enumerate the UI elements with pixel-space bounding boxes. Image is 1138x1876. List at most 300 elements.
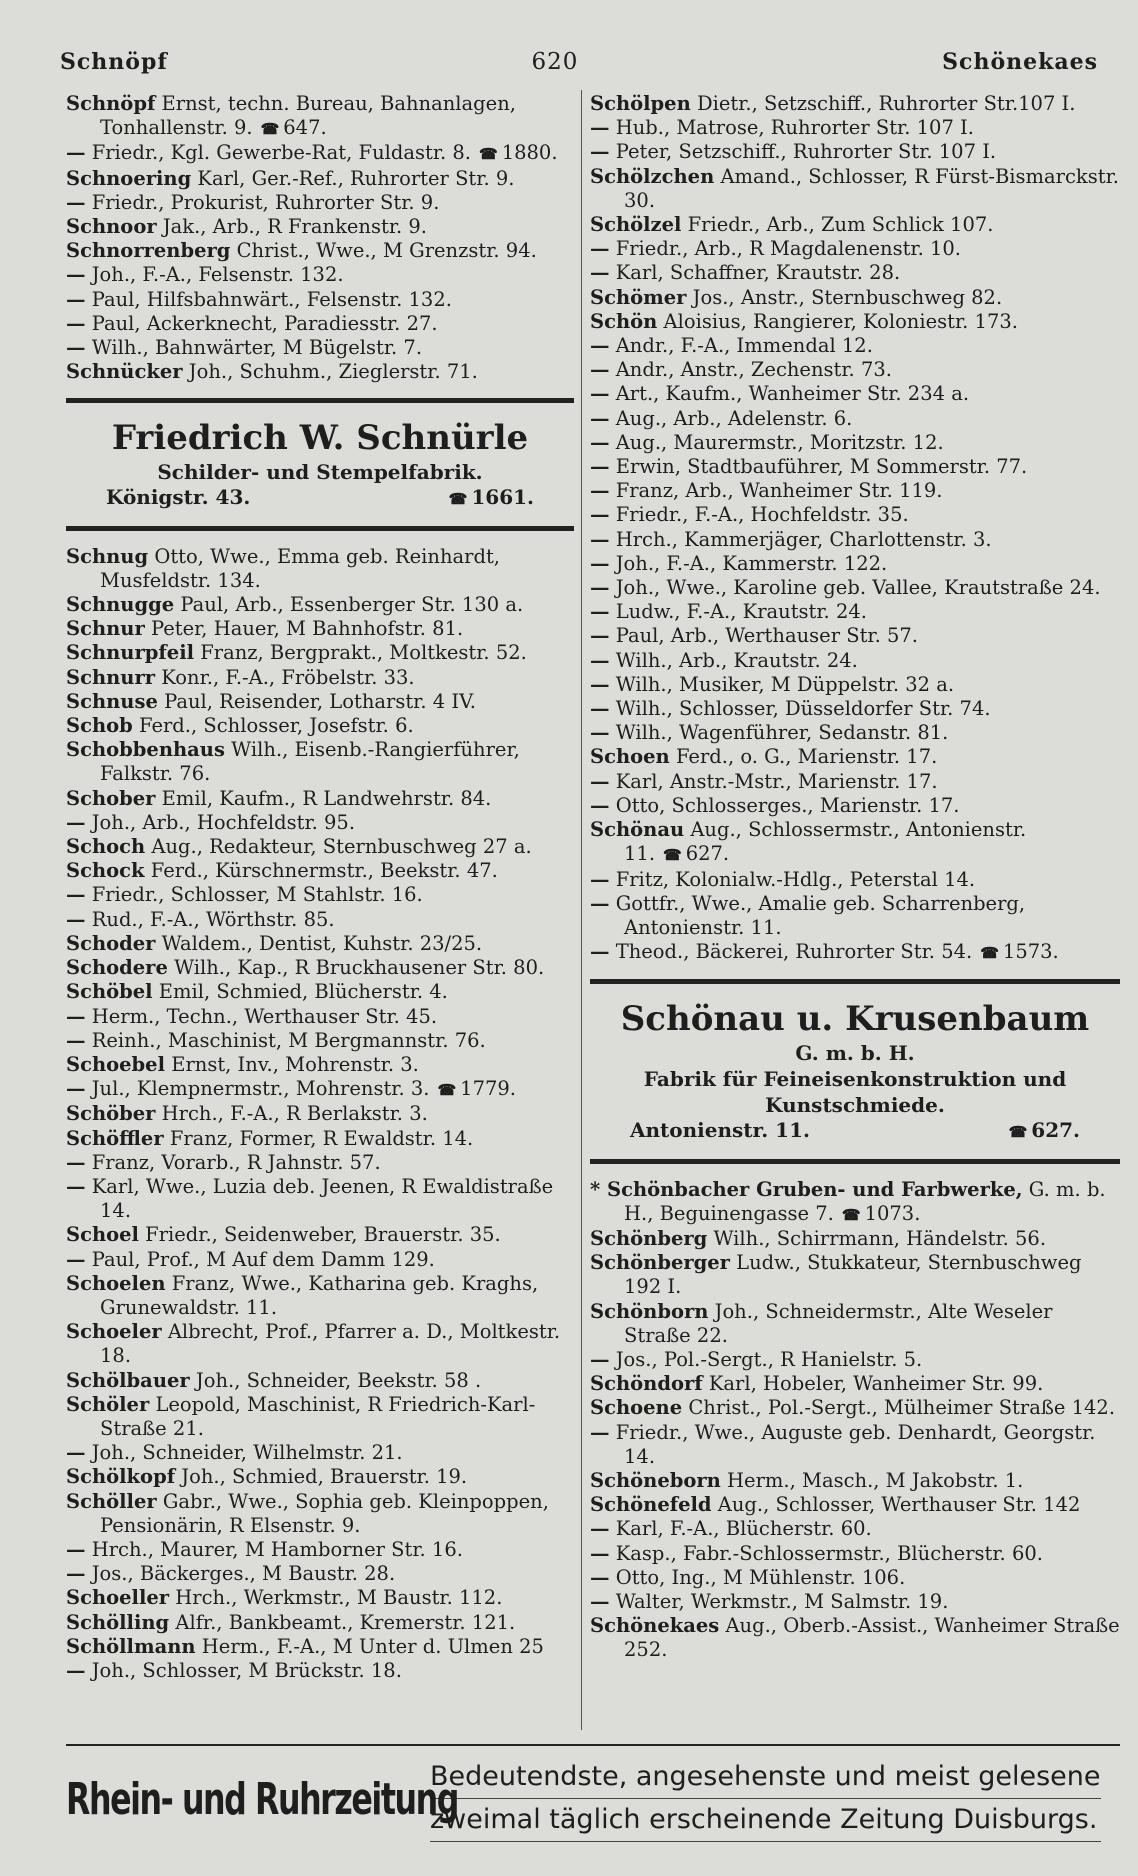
entry-details: Christ., Pol.-Sergt., Mülheimer Straße 142. — [688, 1396, 1116, 1420]
entry-name: — — [590, 940, 610, 964]
directory-entry — [590, 1251, 1120, 1299]
entry-name: Schoebel — [66, 1052, 165, 1076]
entry-details: Herm., F.-A., M Unter d. Ulmen 25 — [201, 1634, 544, 1658]
entry-details: Franz, Vorarb., R Jahnstr. 57. — [91, 1150, 381, 1174]
entry-details: Jos., Bäckerges., M Baustr. 28. — [91, 1562, 396, 1586]
ad-line: G. m. b. H. — [795, 1041, 915, 1066]
entry-phone: 1880. — [501, 141, 558, 165]
entry-details: Aug., Maurermstr., Moritzstr. 12. — [615, 430, 944, 454]
telephone-icon: ☎ — [980, 944, 997, 963]
directory-entry — [66, 1175, 574, 1223]
entry-details: Paul, Arb., Essenberger Str. 130 a. — [180, 593, 524, 617]
directory-entry — [590, 1348, 1120, 1372]
directory-entry — [66, 360, 574, 384]
entry-details: Karl, Anstr.-Mstr., Marienstr. 17. — [615, 769, 938, 793]
entry-name: — — [590, 672, 610, 696]
entry-details: Wilh., Schirrmann, Händelstr. 56. — [713, 1226, 1047, 1250]
entry-name: Schnücker — [66, 360, 183, 384]
footer-text — [430, 1756, 1101, 1842]
directory-entry — [590, 745, 1120, 769]
entry-name: Schömer — [590, 285, 687, 309]
page-header — [60, 42, 1098, 82]
directory-entry — [66, 1659, 574, 1683]
directory-entry — [590, 576, 1120, 600]
entry-name: Schodere — [66, 956, 168, 980]
entry-details: Joh., Schneider, Beekstr. 58 . — [195, 1368, 482, 1392]
directory-entry — [66, 714, 574, 738]
directory-entry — [590, 1300, 1120, 1348]
entry-name: Schnug — [66, 544, 149, 568]
entry-name: — — [590, 261, 610, 285]
ad-phone — [441, 485, 534, 511]
entry-name: — — [590, 455, 610, 479]
entry-details: Paul, Ackerknecht, Paradiesstr. 27. — [91, 311, 438, 335]
directory-entry — [590, 455, 1120, 479]
entry-details: Hrch., Kammerjäger, Charlottenstr. 3. — [615, 527, 992, 551]
entry-name: — — [66, 1150, 86, 1174]
ad-line: Schilder- und Stempelfabrik. — [157, 460, 483, 485]
ad-contact-row — [590, 1118, 1120, 1144]
footer-brand: Rhein- und Ruhrzeitung — [66, 1773, 458, 1825]
entry-details: Gabr., Wwe., Sophia geb. Kleinpoppen, Pensionärin, R Elsenstr. 9. — [100, 1489, 549, 1537]
entry-name: — — [66, 1028, 86, 1052]
entry-details: Friedr., F.-A., Hochfeldstr. 35. — [615, 503, 909, 527]
entry-details: Aug., Arb., Adelenstr. 6. — [615, 406, 853, 430]
entry-details: Jul., Klempnermstr., Mohrenstr. 3. — [91, 1077, 430, 1101]
directory-entry — [66, 1248, 574, 1272]
entry-details: Ferd., o. G., Marienstr. 17. — [675, 745, 938, 769]
directory-entry — [66, 191, 574, 215]
directory-entry — [590, 503, 1120, 527]
directory-entry — [66, 1272, 574, 1320]
entry-name: — — [66, 907, 86, 931]
directory-entry — [66, 593, 574, 617]
footer-advertisement — [66, 1744, 1120, 1852]
entry-name: Schock — [66, 859, 145, 883]
entry-name: Schönberg — [590, 1226, 708, 1250]
directory-entry — [66, 883, 574, 907]
directory-entry — [590, 1469, 1120, 1493]
entry-details: Paul, Hilfsbahnwärt., Felsenstr. 132. — [91, 287, 452, 311]
entry-name: Schönberger — [590, 1251, 730, 1275]
directory-entry — [590, 140, 1120, 164]
entry-name: — — [66, 1174, 86, 1198]
entry-details: Aug., Redakteur, Sternbuschweg 27 a. — [151, 835, 532, 859]
entry-name: Schoch — [66, 835, 146, 859]
left-column — [66, 92, 574, 1683]
directory-entry — [66, 1029, 574, 1053]
entry-details: Gottfr., Wwe., Amalie geb. Scharrenberg, Antonienstr. 11. — [615, 891, 1026, 939]
directory-entry — [590, 310, 1120, 334]
entry-name: Schnurpfeil — [66, 641, 195, 665]
entry-name: — — [590, 551, 610, 575]
directory-entry — [66, 641, 574, 665]
directory-entry — [66, 1151, 574, 1175]
directory-entry — [590, 818, 1120, 867]
directory-entry — [590, 431, 1120, 455]
directory-entry — [590, 868, 1120, 892]
entry-details: Jak., Arb., R Frankenstr. 9. — [162, 215, 428, 239]
directory-entry — [590, 940, 1120, 965]
entry-name: — — [590, 600, 610, 624]
directory-entry — [590, 1372, 1120, 1396]
directory-entry — [590, 1178, 1120, 1227]
directory-entry — [590, 892, 1120, 940]
telephone-icon: ☎ — [663, 846, 680, 865]
entry-name: — — [590, 406, 610, 430]
entry-details: Aug., Schlosser, Werthauser Str. 142 — [717, 1493, 1081, 1517]
entry-details: Franz, Bergprakt., Moltkestr. 52. — [200, 641, 527, 665]
directory-entry — [590, 1227, 1120, 1251]
right-column — [590, 92, 1120, 1663]
entry-details: Erwin, Stadtbauführer, M Sommerstr. 77. — [615, 455, 1028, 479]
entry-name: — — [66, 1658, 86, 1682]
entry-details: Joh., F.-A., Felsenstr. 132. — [91, 263, 344, 287]
entry-details: Franz, Wwe., Katharina geb. Kraghs, Grunewaldstr. 11. — [100, 1271, 539, 1319]
column-divider — [581, 90, 582, 1730]
entry-phone: 627. — [685, 842, 730, 866]
telephone-icon: ☎ — [437, 1081, 455, 1100]
entry-name: — — [66, 141, 86, 165]
entry-name: Schöndorf — [590, 1372, 703, 1396]
entry-name: — — [590, 237, 610, 261]
ad-phone-number: 627. — [1031, 1118, 1080, 1143]
directory-entry — [66, 1127, 574, 1151]
entry-phone: 647. — [283, 116, 327, 140]
entry-details: Friedr., Arb., Zum Schlick 107. — [687, 213, 994, 237]
telephone-icon: ☎ — [448, 490, 466, 509]
entry-name: Schnoering — [66, 166, 192, 190]
entry-name: — — [590, 116, 610, 140]
directory-entry — [66, 1223, 574, 1247]
entry-details: Joh., Schlosser, M Brückstr. 18. — [91, 1658, 402, 1682]
entry-details: Paul, Reisender, Lotharstr. 4 IV. — [164, 689, 476, 713]
directory-entry — [590, 1590, 1120, 1614]
entry-name: Schölling — [66, 1610, 170, 1634]
entry-name: — — [590, 769, 610, 793]
entry-name: Schönefeld — [590, 1493, 712, 1517]
entry-details: Wilh., Arb., Krautstr. 24. — [615, 648, 858, 672]
entry-name: Schön — [590, 309, 658, 333]
entry-name: Schönekaes — [590, 1614, 720, 1638]
entry-details: Waldem., Dentist, Kuhstr. 23/25. — [161, 931, 483, 955]
entry-details: Andr., F.-A., Immendal 12. — [615, 334, 873, 358]
directory-entry — [590, 286, 1120, 310]
directory-entry — [590, 116, 1120, 140]
directory-entry — [66, 239, 574, 263]
entry-name: Schnurr — [66, 665, 156, 689]
directory-entry — [66, 288, 574, 312]
directory-entry — [66, 1465, 574, 1489]
entry-details: G. m. b. H., Beguinengasse 7. — [624, 1177, 1106, 1225]
entry-details: Otto, Wwe., Emma geb. Reinhardt, Musfeldstr. 134. — [100, 544, 500, 592]
directory-entry — [590, 92, 1120, 116]
entry-details: Joh., Schmied, Brauerstr. 19. — [181, 1465, 468, 1489]
directory-entry — [590, 358, 1120, 382]
entry-name: Schnur — [66, 617, 145, 641]
ad-address: Königstr. 43. — [106, 485, 251, 510]
directory-entry — [66, 1441, 574, 1465]
directory-entry — [66, 1102, 574, 1126]
entry-name: — — [66, 883, 86, 907]
directory-entry — [590, 624, 1120, 648]
directory-entry — [66, 956, 574, 980]
entry-name: — — [590, 1347, 610, 1371]
entry-name: Schoeler — [66, 1320, 162, 1344]
telephone-icon: ☎ — [479, 145, 496, 164]
directory-entry — [66, 263, 574, 287]
directory-entry — [66, 859, 574, 883]
advertisement-box — [590, 979, 1120, 1163]
entry-name: Schoder — [66, 931, 156, 955]
entry-details: Karl, F.-A., Blücherstr. 60. — [615, 1517, 872, 1541]
entry-details: Wilh., Bahnwärter, M Bügelstr. 7. — [91, 336, 423, 360]
directory-entry — [590, 1421, 1120, 1469]
telephone-icon: ☎ — [260, 120, 278, 139]
entry-name: — — [66, 263, 86, 287]
directory-entry — [66, 1369, 574, 1393]
directory-entry — [66, 215, 574, 239]
entry-details: Ludw., F.-A., Krautstr. 24. — [615, 600, 867, 624]
entry-details: Amand., Schlosser, R Fürst-Bismarckstr. 30. — [624, 164, 1119, 212]
entry-details: Friedr., Arb., R Magdalenenstr. 10. — [615, 237, 961, 261]
entry-details: Karl, Wwe., Luzia deb. Jeenen, R Ewaldistraße 14. — [91, 1174, 554, 1223]
entry-name: Schoelen — [66, 1271, 166, 1295]
directory-entry — [590, 213, 1120, 237]
entry-details: Konr., F.-A., Fröbelstr. 33. — [161, 665, 415, 689]
directory-entry — [590, 237, 1120, 261]
entry-details: Franz, Arb., Wanheimer Str. 119. — [615, 479, 943, 503]
entry-details: Walter, Werkmstr., M Salmstr. 19. — [615, 1589, 949, 1613]
entry-name: — — [590, 140, 610, 164]
directory-entry — [66, 1538, 574, 1562]
entry-name: — — [66, 336, 86, 360]
directory-entry — [66, 1635, 574, 1659]
entry-name: — — [590, 1541, 610, 1565]
entry-details: Otto, Ing., M Mühlenstr. 106. — [615, 1565, 906, 1589]
directory-entry — [590, 528, 1120, 552]
entry-details: Ferd., Schlosser, Josefstr. 6. — [138, 714, 414, 738]
directory-entry — [66, 932, 574, 956]
footer-line-2: zweimal täglich erscheinende Zeitung Duisburgs. — [430, 1799, 1101, 1842]
entry-name: — — [590, 1565, 610, 1589]
directory-entry — [590, 673, 1120, 697]
entry-details: Hrch., Werkmstr., M Baustr. 112. — [175, 1586, 503, 1610]
directory-entry — [590, 407, 1120, 431]
directory-entry — [590, 261, 1120, 285]
entry-details: Peter, Hauer, M Bahnhofstr. 81. — [150, 617, 464, 641]
directory-entry — [590, 600, 1120, 624]
directory-entry — [66, 312, 574, 336]
entry-name: Schoen — [590, 745, 670, 769]
footer-line-1: Bedeutendste, angesehenste und meist gelesene — [430, 1756, 1101, 1799]
entry-name: — — [66, 311, 86, 335]
entry-details: Kasp., Fabr.-Schlossermstr., Blücherstr. 60. — [615, 1541, 1043, 1565]
ad-address: Antonienstr. 11. — [630, 1118, 810, 1143]
entry-name: Schönborn — [590, 1299, 709, 1323]
header-left-keyword: Schnöpf — [60, 49, 168, 75]
entry-details: Wilh., Schlosser, Düsseldorfer Str. 74. — [615, 697, 991, 721]
directory-entry — [66, 666, 574, 690]
entry-details: Joh., Schneidermstr., Alte Weseler Straße 22. — [624, 1299, 1053, 1347]
entry-name: — — [590, 721, 610, 745]
directory-entry — [590, 1614, 1120, 1662]
entry-details: Rud., F.-A., Wörthstr. 85. — [91, 907, 335, 931]
entry-details: Reinh., Maschinist, M Bergmannstr. 76. — [91, 1028, 486, 1052]
entry-details: Alfr., Bankbeamt., Kremerstr. 121. — [175, 1610, 516, 1634]
entry-details: Joh., F.-A., Kammerstr. 122. — [615, 551, 888, 575]
entry-phone: 1073. — [864, 1201, 921, 1225]
entry-name: Schobbenhaus — [66, 738, 225, 762]
entry-name: — — [590, 891, 610, 915]
entry-name: Schob — [66, 714, 133, 738]
entry-details: Friedr., Schlosser, M Stahlstr. 16. — [91, 883, 423, 907]
entry-name: Schnorrenberg — [66, 239, 231, 263]
entry-details: Otto, Schlosserges., Marienstr. 17. — [615, 793, 960, 817]
entry-details: Ferd., Kürschnermstr., Beekstr. 47. — [150, 859, 498, 883]
directory-entry — [66, 92, 574, 141]
entry-name: — — [590, 503, 610, 527]
directory-entry — [590, 770, 1120, 794]
directory-entry — [66, 1562, 574, 1586]
directory-entry — [66, 1611, 574, 1635]
entry-name: — — [590, 1589, 610, 1613]
directory-entry — [590, 697, 1120, 721]
entry-name: Schöber — [66, 1102, 156, 1126]
entry-name: — — [590, 576, 610, 600]
directory-entry — [66, 336, 574, 360]
advertisement-box — [66, 398, 574, 530]
entry-details: Hrch., F.-A., R Berlakstr. 3. — [161, 1102, 428, 1126]
entry-details: Fritz, Kolonialw.-Hdlg., Peterstal 14. — [615, 867, 976, 891]
entry-details: Ludw., Stukkateur, Sternbuschweg 192 I. — [624, 1251, 1082, 1299]
entry-name: — — [590, 624, 610, 648]
entry-name: — — [590, 1420, 610, 1444]
ad-title: Schönau u. Krusenbaum — [620, 999, 1090, 1040]
directory-entry — [66, 787, 574, 811]
entry-name: — — [590, 334, 610, 358]
directory-entry — [66, 1320, 574, 1368]
entry-name: — — [66, 287, 86, 311]
entry-details: Friedr., Kgl. Gewerbe-Rat, Fuldastr. 8. — [91, 141, 472, 165]
entry-name: Schnöpf — [66, 92, 156, 115]
entry-name: — — [590, 527, 610, 551]
entry-name: Schönau — [590, 818, 685, 842]
entry-name: Schöler — [66, 1392, 150, 1416]
entry-details: Herm., Masch., M Jakobstr. 1. — [727, 1468, 1024, 1492]
entry-details: Emil, Kaufm., R Landwehrstr. 84. — [161, 786, 492, 810]
entry-name: Schnugge — [66, 593, 175, 617]
entry-name: — — [66, 1004, 86, 1028]
entry-name: Schober — [66, 786, 156, 810]
directory-entry — [590, 1517, 1120, 1541]
entry-details: Wilh., Eisenb.-Rangierführer, Falkstr. 76. — [100, 738, 520, 786]
entry-name: — — [66, 1247, 86, 1271]
entry-details: Paul, Prof., M Auf dem Damm 129. — [91, 1247, 435, 1271]
page-number: 620 — [531, 49, 579, 75]
entry-name: Schölbauer — [66, 1368, 190, 1392]
directory-entry — [590, 721, 1120, 745]
entry-name: Schoel — [66, 1223, 139, 1247]
header-right-keyword: Schönekaes — [942, 49, 1098, 75]
entry-name: — — [66, 810, 86, 834]
directory-entry — [66, 167, 574, 191]
entry-name: — — [590, 867, 610, 891]
directory-entry — [590, 1566, 1120, 1590]
directory-entry — [66, 835, 574, 859]
entry-details: Hrch., Maurer, M Hamborner Str. 16. — [91, 1537, 463, 1561]
directory-entry — [66, 908, 574, 932]
entry-details: Ernst, techn. Bureau, Bahnanlagen, Tonhallenstr. 9. — [100, 92, 516, 140]
entry-details: Hub., Matrose, Ruhrorter Str. 107 I. — [615, 116, 974, 140]
entry-details: Joh., Schuhm., Zieglerstr. 71. — [188, 360, 478, 384]
ad-phone-number: 1661. — [471, 485, 534, 510]
entry-details: Herm., Techn., Werthauser Str. 45. — [91, 1004, 438, 1028]
entry-details: Ernst, Inv., Mohrenstr. 3. — [171, 1052, 419, 1076]
entry-details: Wilh., Wagenführer, Sedanstr. 81. — [615, 721, 949, 745]
entry-details: Joh., Wwe., Karoline geb. Vallee, Krautstraße 24. — [615, 576, 1101, 600]
entry-name: * Schönbacher Gruben- und Farbwerke, — [590, 1177, 1023, 1201]
entry-details: Leopold, Maschinist, R Friedrich-Karl-Straße 21. — [100, 1392, 536, 1440]
entry-details: Aug., Schlossermstr., Antonienstr. 11. — [624, 818, 1027, 866]
entry-details: Peter, Setzschiff., Ruhrorter Str. 107 I. — [615, 140, 997, 164]
entry-phone: 1779. — [460, 1077, 516, 1101]
entry-details: Wilh., Kap., R Bruckhausener Str. 80. — [174, 956, 545, 980]
directory-entry — [66, 1393, 574, 1441]
entry-details: Theod., Bäckerei, Ruhrorter Str. 54. — [615, 940, 973, 964]
entry-details: Jos., Anstr., Sternbuschweg 82. — [692, 285, 1003, 309]
directory-entry — [66, 1490, 574, 1538]
ad-title: Friedrich W. Schnürle — [111, 418, 529, 459]
ad-phone — [1001, 1118, 1080, 1144]
entry-details: Art., Kaufm., Wanheimer Str. 234 a. — [615, 382, 970, 406]
directory-entry — [66, 545, 574, 593]
directory-entry — [590, 1396, 1120, 1420]
directory-entry — [66, 1586, 574, 1610]
directory-entry — [66, 1053, 574, 1077]
entry-name: Schöller — [66, 1489, 157, 1513]
directory-entry — [590, 1542, 1120, 1566]
directory-entry — [66, 811, 574, 835]
entry-name: — — [66, 1537, 86, 1561]
entry-name: Schoene — [590, 1396, 683, 1420]
entry-name: Schöbel — [66, 980, 153, 1004]
entry-name: — — [590, 697, 610, 721]
directory-entry — [590, 334, 1120, 358]
entry-name: Schölzel — [590, 213, 682, 237]
entry-details: Karl, Schaffner, Krautstr. 28. — [615, 261, 901, 285]
telephone-icon: ☎ — [1008, 1123, 1026, 1142]
entry-details: Joh., Schneider, Wilhelmstr. 21. — [91, 1441, 403, 1465]
entry-details: Karl, Hobeler, Wanheimer Str. 99. — [708, 1372, 1044, 1396]
entry-name: — — [590, 479, 610, 503]
directory-entry — [66, 617, 574, 641]
entry-name: — — [590, 382, 610, 406]
entry-name: Schöffler — [66, 1126, 164, 1150]
directory-entry — [590, 165, 1120, 213]
entry-details: Dietr., Setzschiff., Ruhrorter Str.107 I. — [696, 92, 1076, 115]
directory-entry — [590, 794, 1120, 818]
directory-entry — [590, 479, 1120, 503]
entry-name: — — [66, 190, 86, 214]
entry-details: Albrecht, Prof., Pfarrer a. D., Moltkestr. 18. — [100, 1320, 561, 1368]
entry-name: — — [66, 1562, 86, 1586]
directory-entry — [66, 1077, 574, 1102]
directory-entry — [590, 1493, 1120, 1517]
telephone-icon: ☎ — [841, 1205, 859, 1224]
entry-details: Franz, Former, R Ewaldstr. 14. — [169, 1126, 474, 1150]
entry-details: Friedr., Prokurist, Ruhrorter Str. 9. — [91, 190, 440, 214]
